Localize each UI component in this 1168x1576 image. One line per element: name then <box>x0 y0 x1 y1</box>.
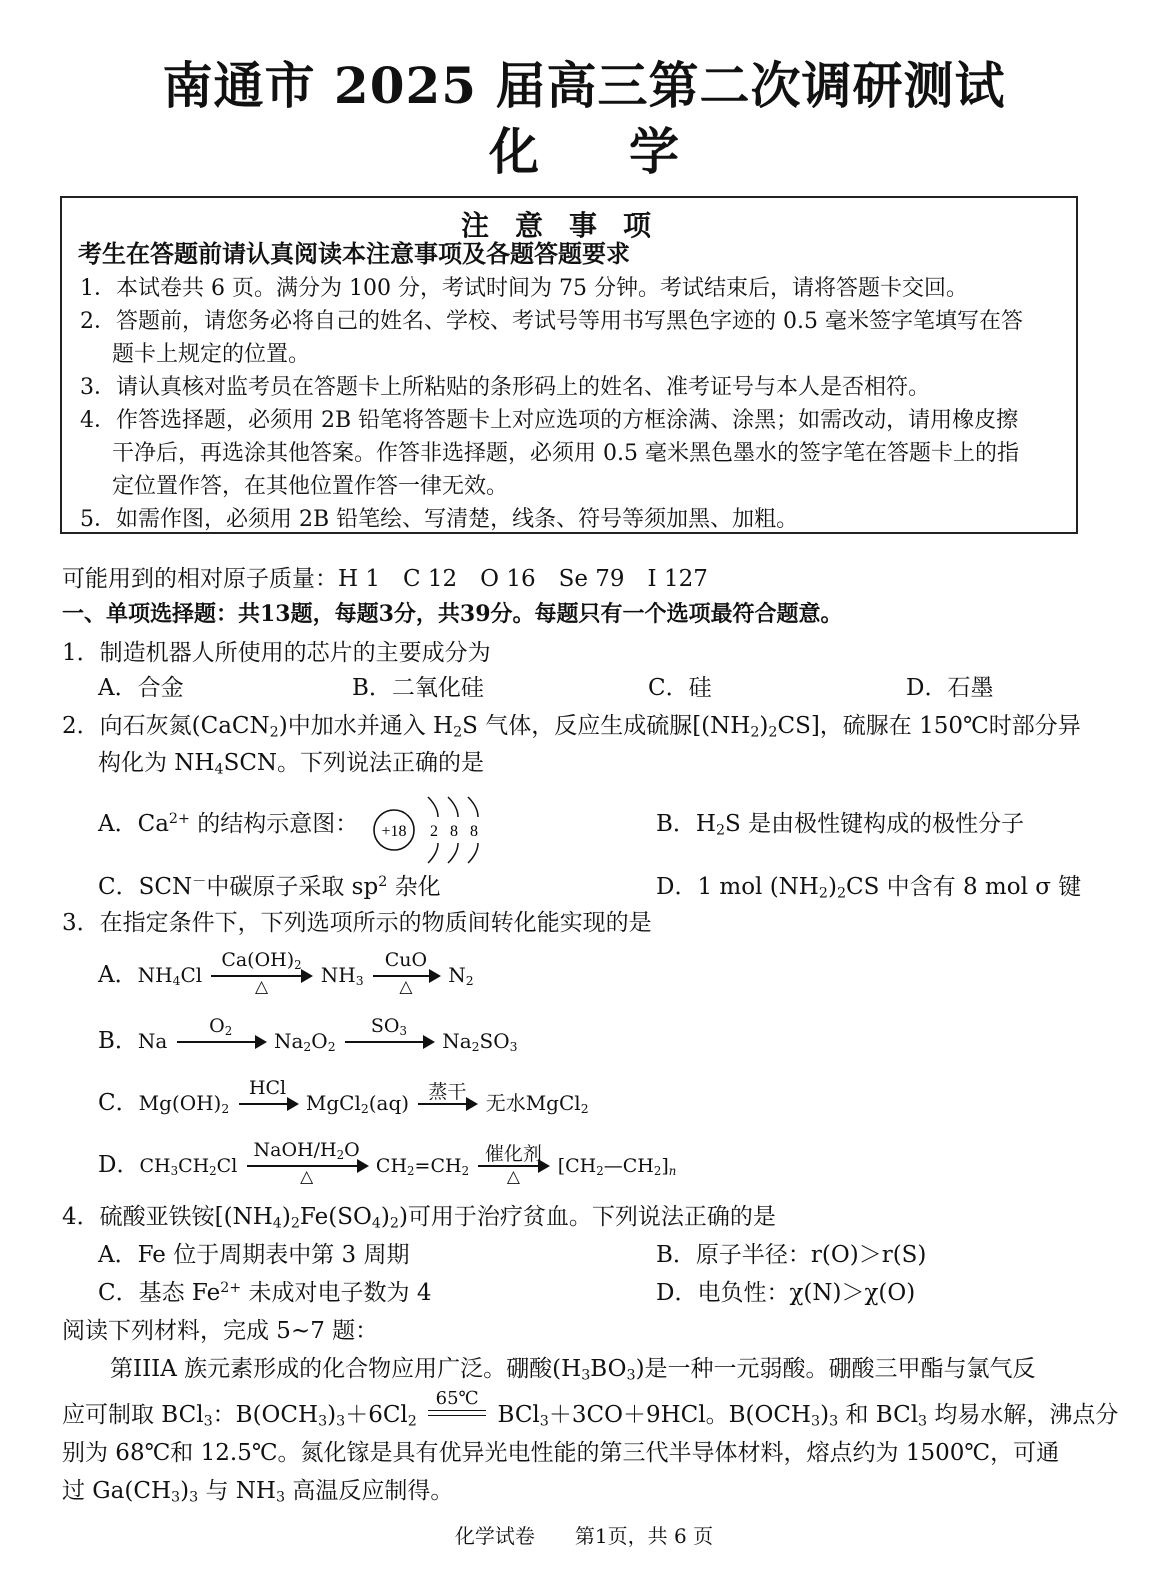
q1-stem: 1．制造机器人所使用的芯片的主要成分为 <box>62 640 491 666</box>
q3-option-a: A．$NH_4Cl$ $Ca(OH)_2$ △ $NH_3$ CuO △ $N_2$ <box>98 949 474 997</box>
q4-option-b: B．原子半径：r(O)＞r(S) <box>656 1242 927 1268</box>
notice-line-6: 干净后，再选涂其他答案。作答非选择题，必须用 0.5 毫米黑色墨水的签字笔在答题卡上的指 <box>112 441 1019 466</box>
notice-box <box>60 196 1078 534</box>
ion-structure-diagram <box>372 793 492 867</box>
shell-3-count: 8 <box>470 823 478 840</box>
subject-char-1: 化 <box>489 122 539 181</box>
notice-line-8: 5．如需作图，必须用 2B 铅笔绘、写清楚，线条、符号等须加黑、加粗。 <box>80 507 799 532</box>
atomic-masses: 可能用到的相对原子质量：H 1 C 12 O 16 Se 79 I 127 <box>62 566 708 592</box>
q4-option-c: C．基态 $Fe^{2+}$ 未成对电子数为 4 <box>98 1280 432 1306</box>
shell-2-count: 8 <box>450 823 458 840</box>
q1-option-c: C．硅 <box>648 675 712 701</box>
notice-line-5: 4．作答选择题，必须用 2B 铅笔将答题卡上对应选项的方框涂满、涂黑；如需改动，请用橡皮擦 <box>80 408 1019 433</box>
notice-line-4: 3．请认真核对监考员在答题卡上所粘贴的条形码上的姓名、准考证号与本人是否相符。 <box>80 375 930 400</box>
q2-option-b: B．$H_2S$ 是由极性键构成的极性分子 <box>656 811 1025 839</box>
q2-stem-line1: 2．向石灰氮(CaCN$_2$)中加水并通入 $H_2S$ 气体，反应生成硫脲$[(NH_2)_2CS]$，硫脲在 150℃时部分异 <box>62 713 1081 741</box>
notice-subtitle: 考生在答题前请认真阅读本注意事项及各题答题要求 <box>78 239 630 268</box>
q3-option-c: C．$Mg(OH)_2$ HCl MgCl$_2$(aq) 蒸干 无水MgCl$_2$ <box>98 1077 589 1117</box>
q2-option-d: D．1 mol $(NH_2)_2CS$ 中含有 8 mol σ 键 <box>656 874 1082 902</box>
notice-line-1: 1．本试卷共 6 页。满分为 100 分，考试时间为 75 分钟。考试结束后，请将答题卡交回。 <box>80 276 968 301</box>
q1-option-b: B．二氧化硅 <box>352 675 484 701</box>
q3-option-d: D．$CH_3CH_2Cl$ NaOH/$H_2O$ △ $CH_2=CH_2$ 催化剂 △ $[CH_2—CH_2]_n$ <box>98 1139 677 1187</box>
reading-line-4: 过 $Ga(CH_3)_3$ 与 $NH_3$ 高温反应制得。 <box>62 1478 454 1506</box>
q2-stem-line2: 构化为 $NH_4SCN$。下列说法正确的是 <box>98 750 485 778</box>
notice-title: 注意事项 <box>460 209 677 242</box>
q3-stem: 3．在指定条件下，下列选项所示的物质间转化能实现的是 <box>62 910 652 936</box>
q1-option-d: D．石墨 <box>906 675 994 701</box>
q4-option-a: A．Fe 位于周期表中第 3 周期 <box>98 1242 410 1268</box>
q4-stem: 4．硫酸亚铁铵$[(NH_4)_2Fe(SO_4)_2)$可用于治疗贫血。下列说法正确的是 <box>62 1204 776 1232</box>
notice-line-2: 2．答题前，请您务必将自己的姓名、学校、考试号等用书写黑色字迹的 0.5 毫米签字笔填写在答 <box>80 309 1023 334</box>
nucleus-charge: +18 <box>381 823 407 840</box>
exam-title: 南通市 2025 届高三第二次调研测试 <box>162 56 1006 115</box>
notice-line-3: 题卡上规定的位置。 <box>112 342 311 367</box>
q4-option-d: D．电负性：χ(N)＞χ(O) <box>656 1280 916 1306</box>
reading-line-2: 应可制取 BCl$_3$：$B(OCH_3)_3+6Cl_2$ 65℃ BCl$_3$＋3CO＋9HCl。$B(OCH_3)_3$ 和 BCl$_3$ 均易水解，沸点分 <box>62 1388 1119 1430</box>
reading-line-3: 别为 68℃和 12.5℃。氮化镓是具有优异光电性能的第三代半导体材料，熔点约为 1500℃，可通 <box>62 1440 1060 1466</box>
reading-intro: 阅读下列材料，完成 5~7 题： <box>62 1318 379 1344</box>
page-footer: 化学试卷 第1页，共 6 页 <box>454 1524 714 1548</box>
subject-title <box>0 112 1168 184</box>
subject-char-2: 学 <box>629 122 679 181</box>
reading-line-1: 第IIIA 族元素形成的化合物应用广泛。硼酸$(H_3BO_3)$是一种一元弱酸。硼酸三甲酯与氯气反 <box>110 1356 1036 1384</box>
q2-option-a: A．$Ca^{2+}$ 的结构示意图： <box>98 811 359 837</box>
section-heading: 一、单项选择题：共13题，每题3分，共39分。每题只有一个选项最符合题意。 <box>62 601 843 627</box>
q1-option-a: A．合金 <box>98 675 184 701</box>
q2-option-c: C．SCN－中碳原子采取 $sp^2$ 杂化 <box>98 874 441 900</box>
notice-line-7: 定位置作答，在其他位置作答一律无效。 <box>112 474 509 499</box>
shell-1-count: 2 <box>430 823 438 840</box>
q3-option-b: B．Na $O_2$ $Na_2O_2$ $SO_3$ $Na_2SO_3$ <box>98 1015 518 1055</box>
